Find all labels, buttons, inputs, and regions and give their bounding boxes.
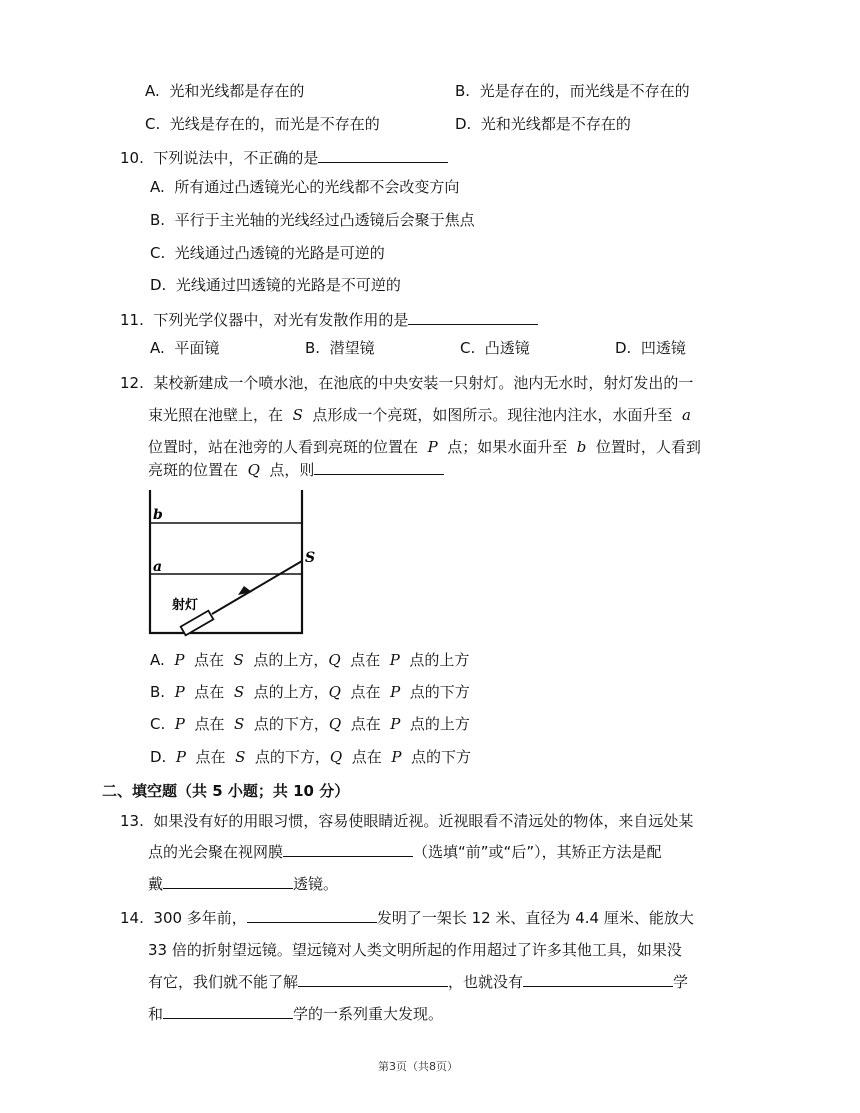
q10-option-c: C. 光线通过凸透镜的光路是可逆的	[150, 244, 385, 262]
answer-blank[interactable]	[163, 1004, 293, 1019]
answer-blank[interactable]	[523, 972, 673, 987]
pool-diagram	[140, 488, 315, 640]
q14-line4: 和 学的一系列重大发现。	[148, 1005, 444, 1023]
label-s: S	[305, 550, 315, 566]
q11-option-a: A. 平面镜	[150, 339, 220, 357]
question-number: 12.	[120, 374, 144, 392]
light-ray	[212, 561, 302, 614]
q14-line2: 33 倍的折射望远镜。望远镜对人类文明所起的作用超过了许多其他工具，如果没	[148, 941, 682, 959]
question-number: 13.	[120, 812, 144, 830]
q12-option-d: D. P 点在 S 点的下方，Q 点在 P 点的下方	[150, 748, 471, 766]
q9-option-a: A. 光和光线都是存在的	[145, 82, 305, 100]
page-footer: 第3页（共8页）	[378, 1060, 458, 1073]
q13-line3: 戴 透镜。	[148, 875, 339, 893]
q11-option-d: D. 凹透镜	[615, 339, 686, 357]
q12-stem-line4: 亮斑的位置在 Q 点，则	[148, 455, 444, 485]
q14-line1: 14. 300 多年前， 发明了一架长 12 米、直径为 4.4 厘米、能放大	[120, 909, 694, 927]
answer-blank[interactable]	[247, 908, 377, 923]
q12-option-c: C. P 点在 S 点的下方，Q 点在 P 点的上方	[150, 715, 470, 733]
answer-blank[interactable]	[163, 874, 293, 889]
q10-option-b: B. 平行于主光轴的光线经过凸透镜后会聚于焦点	[150, 211, 475, 229]
answer-blank[interactable]	[298, 972, 448, 987]
q12-stem-line3: 位置时，站在池旁的人看到亮斑的位置在 P 点；如果水面升至 b 位置时，人看到	[148, 438, 701, 456]
q9-option-c: C. 光线是存在的，而光是不存在的	[145, 115, 380, 133]
question-number: 14.	[120, 909, 144, 927]
q14-line3: 有它，我们就不能了解 ，也就没有 学	[148, 973, 689, 991]
q10-stem: 10. 下列说法中，不正确的是	[120, 143, 448, 173]
q12-option-a: A. P 点在 S 点的上方，Q 点在 P 点的上方	[150, 651, 470, 669]
answer-blank[interactable]	[408, 310, 538, 325]
q10-option-a: A. 所有通过凸透镜光心的光线都不会改变方向	[150, 178, 460, 196]
q13-line2: 点的光会聚在视网膜 （选填“前”或“后”），其矫正方法是配	[148, 843, 662, 861]
answer-blank[interactable]	[283, 842, 413, 857]
answer-blank[interactable]	[314, 460, 444, 475]
q11-option-b: B. 潜望镜	[305, 339, 375, 357]
label-lamp: 射灯	[172, 598, 199, 613]
section-title: 二、填空题（共 5 小题；共 10 分）	[102, 782, 350, 800]
q12-stem-line2: 束光照在池壁上，在 S 点形成一个亮斑，如图所示。现往池内注水，水面升至 a	[148, 406, 691, 424]
q11-stem: 11. 下列光学仪器中，对光有发散作用的是	[120, 305, 538, 335]
lamp	[181, 611, 214, 636]
label-b: b	[153, 507, 163, 523]
q13-line1: 13. 如果没有好的用眼习惯，容易使眼睛近视。近视眼看不清远处的物体，来自远处某	[120, 812, 694, 830]
q9-option-b: B. 光是存在的，而光线是不存在的	[455, 82, 690, 100]
q12-option-b: B. P 点在 S 点的上方，Q 点在 P 点的下方	[150, 683, 470, 701]
q12-stem-line1: 12. 某校新建成一个喷水池，在池底的中央安装一只射灯。池内无水时，射灯发出的一	[120, 374, 694, 392]
q9-option-d: D. 光和光线都是不存在的	[455, 115, 631, 133]
answer-blank[interactable]	[318, 148, 448, 163]
q11-option-c: C. 凸透镜	[460, 339, 530, 357]
label-a: a	[153, 559, 163, 575]
question-number: 10.	[120, 149, 144, 167]
q10-option-d: D. 光线通过凹透镜的光路是不可逆的	[150, 276, 401, 294]
question-number: 11.	[120, 311, 144, 329]
